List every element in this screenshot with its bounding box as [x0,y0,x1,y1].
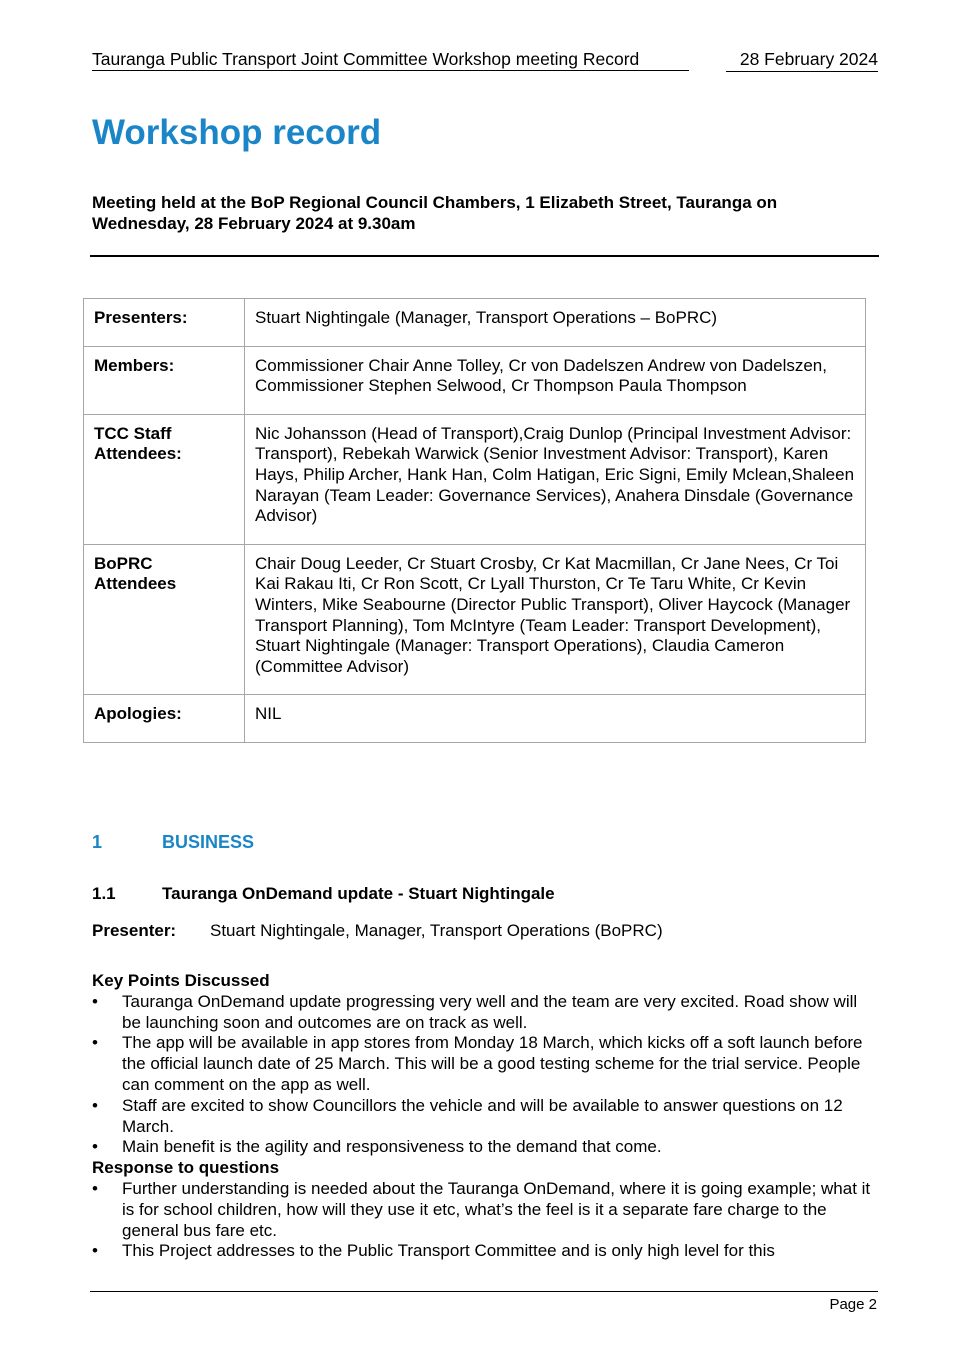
list-item-text: This Project addresses to the Public Transport Committee and is only high level for this [122,1241,775,1261]
header-date: 28 February 2024 [739,49,878,69]
bullet-icon: • [92,991,98,1011]
responses-heading: Response to questions [92,1158,280,1178]
table-row [84,299,866,347]
row-value: Commissioner Chair Anne Tolley, Cr von Dadelszen Andrew von Dadelszen, Commissioner Stephen Selwood, Cr Thompson Paula Thompson [245,346,866,414]
row-value: Stuart Nightingale (Manager, Transport Operations – BoPRC) [245,299,866,347]
section-number: 1 [92,832,103,852]
list-item [92,1137,878,1158]
responses-list [92,1179,878,1262]
table-row [84,695,866,743]
list-item-text: Tauranga OnDemand update progressing very well and the team are very excited. Road show will be launching soon and outcomes are on track as well. [122,991,858,1032]
row-label: Members: [84,346,245,414]
row-value: NIL [245,695,866,743]
attendance-table [83,298,866,743]
list-item-text: Staff are excited to show Councillors the vehicle and will be available to answer questions on 12 March. [122,1095,843,1136]
key-points-heading: Key Points Discussed [92,971,270,990]
list-item [92,992,878,1034]
footer-rule [90,1291,878,1292]
key-points-list [92,992,878,1158]
page-number: Page 2 [829,1296,877,1313]
bullet-icon: • [92,1241,98,1261]
section-title: BUSINESS [162,832,255,852]
page-header [92,48,878,70]
header-title: Tauranga Public Transport Joint Committee Workshop meeting Record [92,49,640,69]
bullet-icon: • [92,1137,98,1157]
table-row [84,544,866,695]
meeting-info: Meeting held at the BoP Regional Council Chambers, 1 Elizabeth Street, Tauranga on Wednesday, 28 February 2024 at 9.30am [92,193,778,233]
list-item-text: Main benefit is the agility and responsiveness to the demand that come. [122,1137,662,1157]
bullet-icon: • [92,1178,98,1198]
row-value: Chair Doug Leeder, Cr Stuart Crosby, Cr Kat Macmillan, Cr Jane Nees, Cr Toi Kai Rakau Iti, Cr Ron Scott, Cr Lyall Thurston, Cr Te Taru White, Cr Kevin Winters, Mike Seabourne (Director Public Transport), Oliver Haycock (Manager Transport Planning), Tom McIntyre (Team Leader: Transport Development), Stuart Nightingale (Manager: Transport Operations), Claudia Cameron (Committee Advisor) [245,544,866,695]
presenter-line [92,920,852,941]
header-rule [92,70,689,71]
row-label: Apologies: [84,695,245,743]
table-row [84,346,866,414]
list-item-text: The app will be available in app stores from Monday 18 March, which kicks off a soft launch before the official launch date of 25 March. This will be a good testing scheme for the trial service. People can comment on the app as well. [122,1033,863,1094]
row-label: BoPRC Attendees [84,544,245,695]
presenter-name: Stuart Nightingale, Manager, Transport Operations (BoPRC) [210,921,663,940]
discussion-body [92,971,878,1262]
item-title: Tauranga OnDemand update - Stuart Nightingale [162,884,555,903]
section-divider [90,255,879,257]
row-label: Presenters: [84,299,245,347]
list-item [92,1096,878,1138]
row-value: Nic Johansson (Head of Transport),Craig Dunlop (Principal Investment Advisor: Transport), Rebekah Warwick (Senior Investment Advisor: Transport), Karen Hays, Philip Archer, Hank Han, Colm Hatigan, Eric Signi, Emily Mclean,Shaleen Narayan (Team Leader: Governance Services), Anahera Dinsdale (Governance Advisor) [245,414,866,544]
bullet-icon: • [92,1033,98,1053]
list-item [92,1179,878,1241]
list-item-text: Further understanding is needed about the Tauranga OnDemand, where it is going example; what it is for school children, how will they use it etc, what’s the feel is it a separate fare charge to the general bus fare etc. [122,1178,871,1240]
list-item [92,1241,878,1262]
bullet-icon: • [92,1095,98,1115]
list-item [92,1033,878,1095]
presenter-label: Presenter: [92,921,177,940]
item-number: 1.1 [92,884,116,903]
header-rule-date [726,71,878,72]
row-label: TCC Staff Attendees: [84,414,245,544]
table-row [84,414,866,544]
document-title: Workshop record [92,113,382,152]
